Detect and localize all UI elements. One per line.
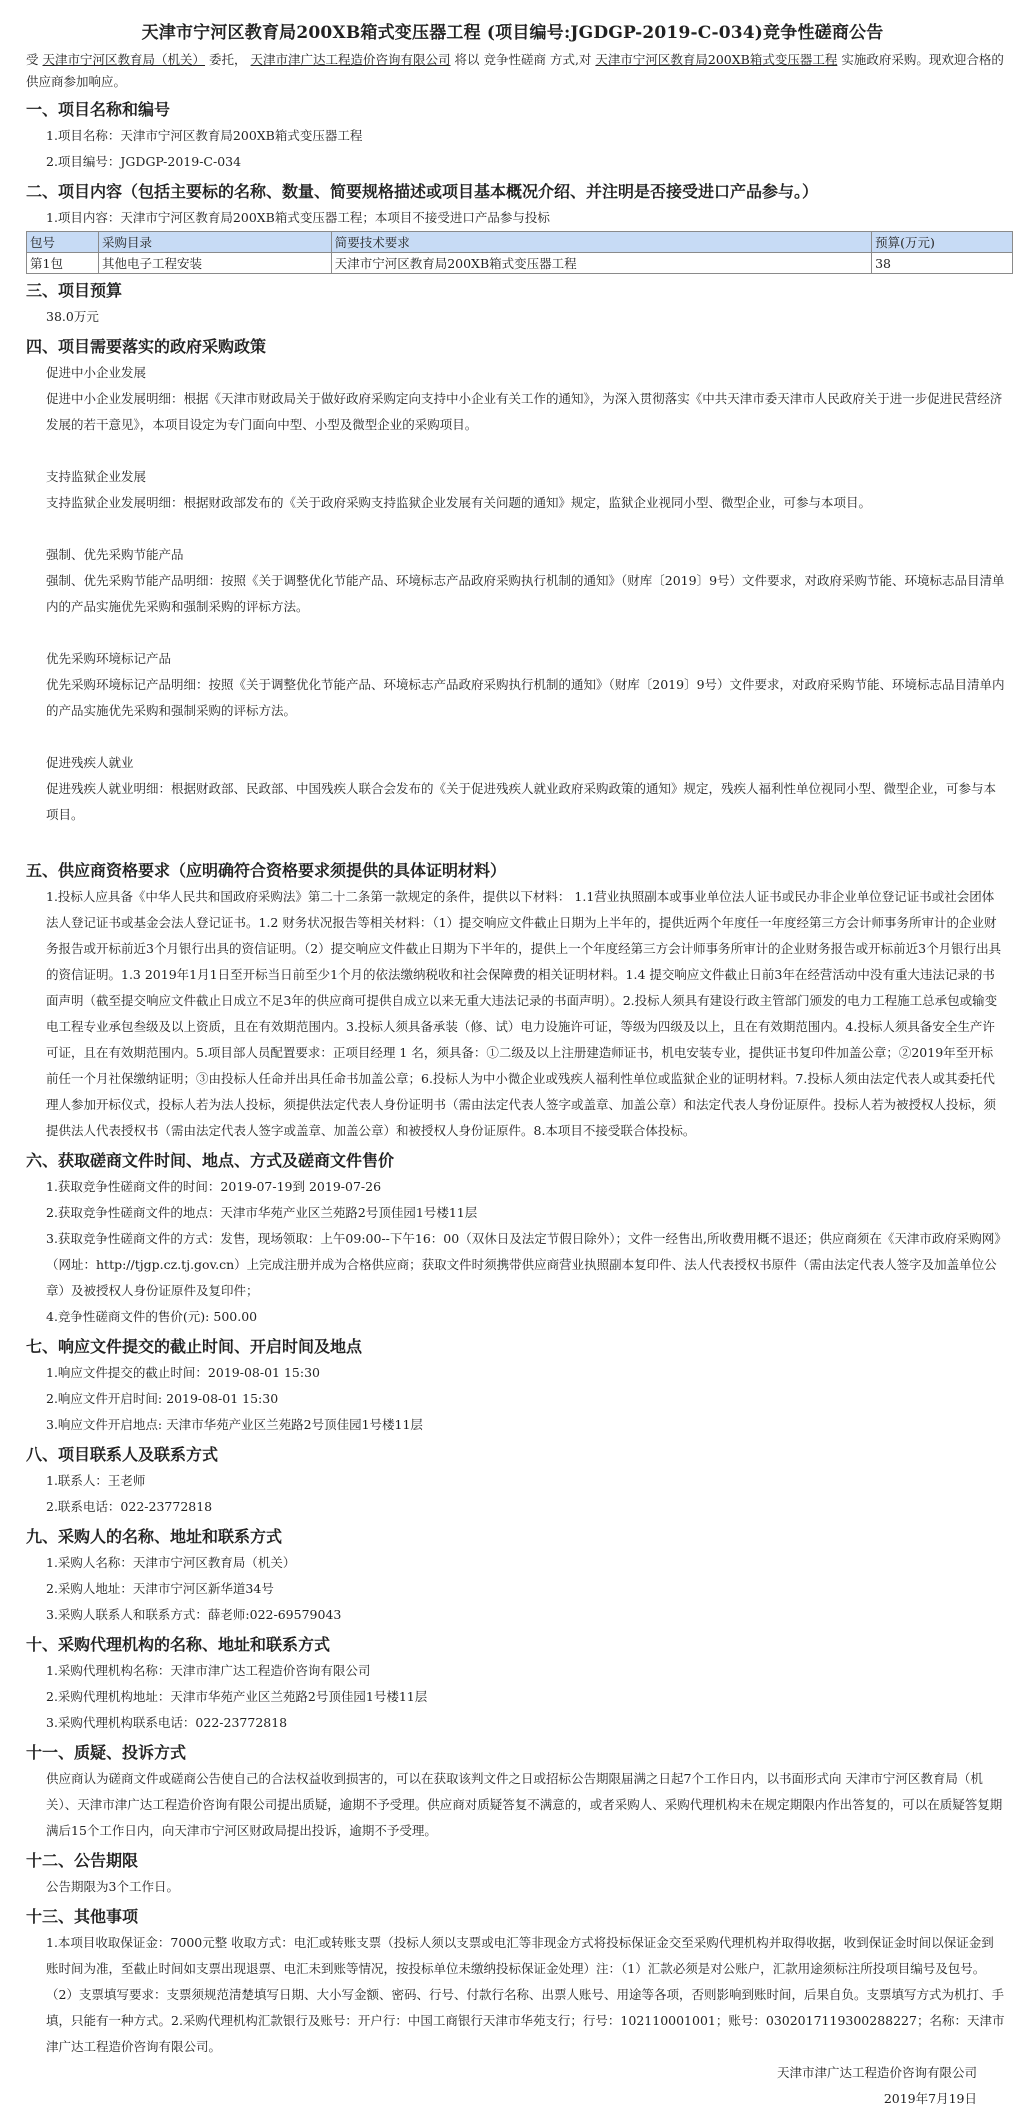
complaint-detail: 供应商认为磋商文件或磋商公告使自己的合法权益收到损害的，可以在获取该判文件之日或招标公告期限届满之日起7个工作日内，以书面形式向 天津市宁河区教育局（机关）、天津市津广达工程造价咨询有限公司提出质疑，逾期不予受理。供应商对质疑答复不满意的，或者采购人、采购代理机构未在规定期限内作出答复的，可以在质疑答复期满后15个工作日内，向天津市宁河区财政局提出投诉，逾期不予受理。: [46, 1771, 1003, 1838]
intro-text-3: 将以 竞争性磋商 方式,对: [454, 52, 592, 67]
policy-disabled-title: 促进残疾人就业: [46, 755, 134, 770]
qualification-detail: 1.投标人应具备《中华人民共和国政府采购法》第二十二条第一款规定的条件，提供以下材料： 1.1营业执照副本或事业单位法人证书或民办非企业单位登记证书或社会团体法人登记证书或基金会法人登记证书。1.2 财务状况报告等相关材料：（1）提交响应文件截止日期为上半年的，提供近两个年度任一年度经第三方会计师事务所审计的企业财务报告或开标前近3个月银行出具的资信证明。（2）提交响应文件截止日期为下半年的，提供上一个年度经第三方会计师事务所审计的企业财务报告或开标前近3个月银行出具的资信证明。1.3 2019年1月1日至开标当日前至少1个月的依法缴纳税收和社会保障费的相关证明材料。1.4 提交响应文件截止日前3年在经营活动中没有重大违法记录的书面声明（截至提交响应文件截止日成立不足3年的供应商可提供自成立以来无重大违法记录的书面声明）。2.投标人须具有建设行政主管部门颁发的电力工程施工总承包或输变电工程专业承包叁级及以上资质，且在有效期范围内。3.投标人须具备承装（修、试）电力设施许可证，等级为四级及以上，且在有效期范围内。4.投标人须具备安全生产许可证，且在有效期范围内。5.项目部人员配置要求：正项目经理 1 名，须具备：①二级及以上注册建造师证书，机电安装专业，提供证书复印件加盖公章；②2019年至开标前任一个月社保缴纳证明；③由投标人任命并出具任命书加盖公章；6.投标人为中小微企业或残疾人福利性单位或监狱企业的证明材料。7.投标人须由法定代表人或其委托代理人参加开标仪式，投标人若为法人投标，须提供法定代表人身份证明书（需由法定代表人签字或盖章、加盖公章）和法定代表人身份证原件。投标人若为被授权人投标，须提供法人代表授权书（需由法定代表人签字或盖章、加盖公章）和被授权人身份证原件。8.本项目不接受联合体投标。: [46, 889, 1002, 1138]
cell-budget: 38: [872, 253, 1013, 274]
doc-method: 3.获取竞争性磋商文件的方式：发售，现场领取：上午09:00--下午16：00（双休日及法定节假日除外）；文件一经售出,所收费用概不退还；供应商须在《天津市政府采购网》（网址：http://tjgp.cz.tj.gov.cn）上完成注册并成为合格供应商；获取文件时须携带供应商营业执照副本复印件、法人代表授权书原件（需由法定代表人签字及加盖单位公章）及被授权人身份证原件及复印件；: [46, 1231, 1001, 1298]
section-13-heading: 十三、其他事项: [26, 1907, 139, 1926]
policy-disabled-detail: 促进残疾人就业明细：根据财政部、民政部、中国残疾人联合会发布的《关于促进残疾人就业政府采购政策的通知》规定，残疾人福利性单位视同小型、微型企业，可参与本项目。: [46, 781, 997, 822]
policy-env-title: 优先采购环境标记产品: [46, 651, 172, 666]
cell-catalog: 其他电子工程安装: [98, 253, 331, 274]
section-6-heading: 六、获取磋商文件时间、地点、方式及磋商文件售价: [26, 1151, 395, 1170]
doc-time: 1.获取竞争性磋商文件的时间：2019-07-19到 2019-07-26: [46, 1179, 382, 1194]
intro-purchaser: 天津市宁河区教育局（机关）: [42, 52, 206, 67]
policy-prison-detail: 支持监狱企业发展明细：根据财政部发布的《关于政府采购支持监狱企业发展有关问题的通知》规定，监狱企业视同小型、微型企业，可参与本项目。: [46, 495, 872, 510]
col-budget: 预算(万元): [872, 232, 1013, 253]
purchaser-address: 2.采购人地址：天津市宁河区新华道34号: [46, 1581, 274, 1596]
package-table: [26, 231, 1013, 274]
project-content: 1.项目内容：天津市宁河区教育局200XB箱式变压器工程；本项目不接受进口产品参与投标: [46, 210, 550, 225]
section-9-heading: 九、采购人的名称、地址和联系方式: [26, 1527, 283, 1546]
open-time: 2.响应文件开启时间: 2019-08-01 15:30: [46, 1391, 279, 1406]
section-2-heading: 二、项目内容（包括主要标的名称、数量、简要规格描述或项目基本概况介绍、并注明是否接受进口产品参与。）: [26, 182, 819, 201]
policy-env-detail: 优先采购环境标记产品明细：按照《关于调整优化节能产品、环境标志产品政府采购执行机制的通知》（财库〔2019〕9号）文件要求，对政府采购节能、环境标志品目清单内的产品实施优先采购和强制采购的评标方法。: [46, 677, 1005, 718]
doc-price: 4.竞争性磋商文件的售价(元): 500.00: [46, 1309, 258, 1324]
cell-package: 第1包: [27, 253, 99, 274]
section-4-heading: 四、项目需要落实的政府采购政策: [26, 337, 267, 356]
section-11-heading: 十一、质疑、投诉方式: [26, 1743, 187, 1762]
policy-energy-title: 强制、优先采购节能产品: [46, 547, 184, 562]
section-3-heading: 三、项目预算: [26, 281, 123, 300]
project-name: 1.项目名称：天津市宁河区教育局200XB箱式变压器工程: [46, 128, 363, 143]
section-10-heading: 十、采购代理机构的名称、地址和联系方式: [26, 1635, 331, 1654]
purchaser-name: 1.采购人名称：天津市宁河区教育局（机关）: [46, 1555, 296, 1570]
open-location: 3.响应文件开启地点: 天津市华苑产业区兰苑路2号顶佳园1号楼11层: [46, 1417, 423, 1432]
intro-text-2: 委托，: [209, 52, 247, 67]
other-matters: 1.本项目收取保证金：7000元整 收取方式：电汇或转账支票（投标人须以支票或电汇等非现金方式将投标保证金交至采购代理机构并取得收据，收到保证金时间以保证金到账时间为准，至截止时间如支票出现退票、电汇未到账等情况，按投标单位未缴纳投标保证金处理）注：（1）汇款必须是对公账户，汇款用途须标注所投项目编号及包号。（2）支票填写要求：支票须规范清楚填写日期、大小写金额、密码、行号、付款行名称、出票人账号、用途等各项，否则影响到账时间，后果自负。支票填写方式为机打、手填，只能有一种方式。2.采购代理机构汇款银行及账号：开户行：中国工商银行天津市华苑支行；行号：102110001001；账号：0302017119300288227；名称：天津市津广达工程造价咨询有限公司。: [46, 1935, 1005, 2054]
budget-value: 38.0万元: [46, 309, 99, 324]
section-1-heading: 一、项目名称和编号: [26, 100, 171, 119]
project-number: 2.项目编号：JGDGP-2019-C-034: [46, 154, 242, 169]
doc-location: 2.获取竞争性磋商文件的地点：天津市华苑产业区兰苑路2号顶佳园1号楼11层: [46, 1205, 478, 1220]
agency-name: 1.采购代理机构名称：天津市津广达工程造价咨询有限公司: [46, 1663, 371, 1678]
col-tech: 简要技术要求: [331, 232, 871, 253]
policy-prison-title: 支持监狱企业发展: [46, 469, 147, 484]
agency-phone: 3.采购代理机构联系电话：022-23772818: [46, 1715, 288, 1730]
intro-text-1: 受: [26, 52, 39, 67]
purchaser-contact: 3.采购人联系人和联系方式：薛老师:022-69579043: [46, 1607, 342, 1622]
section-8-heading: 八、项目联系人及联系方式: [26, 1445, 219, 1464]
intro-agency: 天津市津广达工程造价咨询有限公司: [250, 52, 451, 67]
col-package: 包号: [27, 232, 99, 253]
table-row: [27, 253, 1013, 274]
table-header-row: [27, 232, 1013, 253]
section-12-heading: 十二、公告期限: [26, 1851, 139, 1870]
intro-project: 天津市宁河区教育局200XB箱式变压器工程: [595, 52, 838, 67]
section-5-heading: 五、供应商资格要求（应明确符合资格要求须提供的具体证明材料）: [26, 861, 507, 880]
policy-energy-detail: 强制、优先采购节能产品明细：按照《关于调整优化节能产品、环境标志产品政府采购执行机制的通知》（财库〔2019〕9号）文件要求，对政府采购节能、环境标志品目清单内的产品实施优先采购和强制采购的评标方法。: [46, 573, 1005, 614]
col-catalog: 采购目录: [98, 232, 331, 253]
intro-paragraph: [26, 49, 1005, 93]
policy-sme-detail: 促进中小企业发展明细：根据《天津市财政局关于做好政府采购定向支持中小企业有关工作的通知》，为深入贯彻落实《中共天津市委天津市人民政府关于进一步促进民营经济发展的若干意见》，本项目设定为专门面向中型、小型及微型企业的采购项目。: [46, 391, 1003, 432]
signature-date: 2019年7月19日: [883, 2091, 977, 2106]
section-7-heading: 七、响应文件提交的截止时间、开启时间及地点: [26, 1337, 363, 1356]
contact-phone: 2.联系电话：022-23772818: [46, 1499, 213, 1514]
page-title: 天津市宁河区教育局200XB箱式变压器工程 (项目编号:JGDGP-2019-C-034)竞争性磋商公告: [141, 23, 884, 43]
cell-tech: 天津市宁河区教育局200XB箱式变压器工程: [331, 253, 871, 274]
submit-deadline: 1.响应文件提交的截止时间：2019-08-01 15:30: [46, 1365, 320, 1380]
intro-text-4: 实施政府采购。现欢迎合格的供应商参加响应。: [26, 52, 1004, 89]
policy-sme-title: 促进中小企业发展: [46, 365, 147, 380]
signature-org: 天津市津广达工程造价咨询有限公司: [776, 2065, 977, 2080]
contact-person: 1.联系人：王老师: [46, 1473, 146, 1488]
notice-period: 公告期限为3个工作日。: [46, 1879, 179, 1894]
agency-address: 2.采购代理机构地址：天津市华苑产业区兰苑路2号顶佳园1号楼11层: [46, 1689, 428, 1704]
